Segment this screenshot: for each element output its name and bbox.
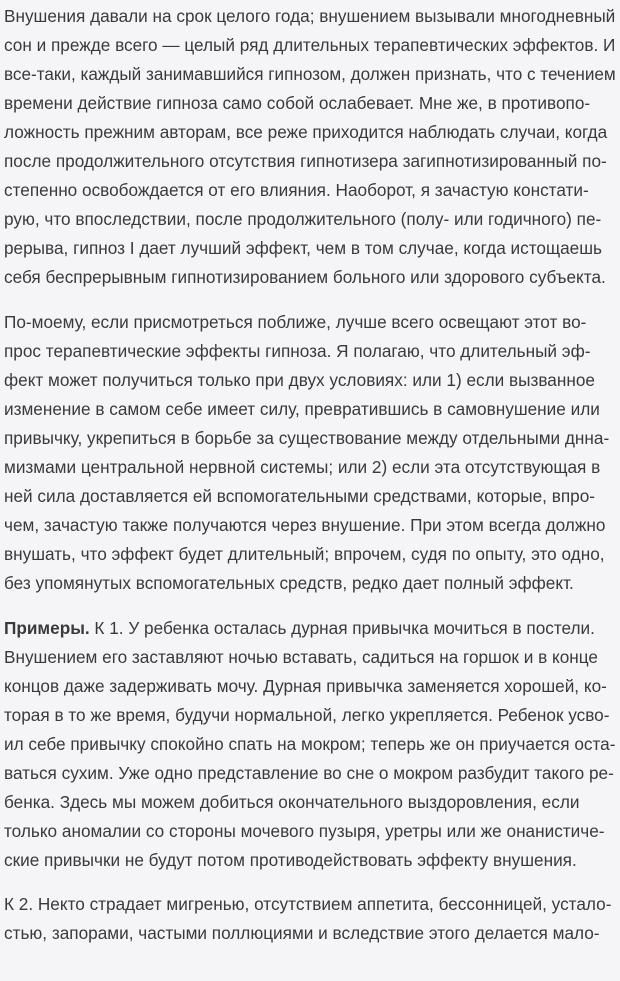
text-line: ваться сухим. Уже одно представление во сне о мокром разбудит такого ре- <box>4 763 614 783</box>
text-line: фект может получиться только при двух условиях: или 1) если вызванное <box>4 370 595 390</box>
text-line: стью, запорами, частыми поллюциями и вследствие этого делается мало- <box>4 923 600 943</box>
document-page <box>4 0 620 948</box>
text-line: без упомянутых вспомогательных средств, редко дает полный эффект. <box>4 573 574 593</box>
text-line: рую, что впоследствии, после продолжительного (полу- или годичного) пе- <box>4 209 602 229</box>
text-line: чем, зачастую также получаются через внушение. При этом всегда должно <box>4 515 606 535</box>
text-line: себя беспрерывным гипнотизированием больного или здорового субъекта. <box>4 267 606 287</box>
text-line: рерыва, гипноз I дает лучший эффект, чем в том случае, когда истощаешь <box>4 238 602 258</box>
text-line: ней сила доставляется ей вспомогательными средствами, которые, впро- <box>4 486 596 506</box>
paragraph-2 <box>4 308 620 598</box>
text-line: изменение в самом себе имеет силу, превратившись в самовнушение или <box>4 399 600 419</box>
text-line: мизмами центральной нервной системы; или 2) если эта отсутствующая в <box>4 457 601 477</box>
text-line: сон и прежде всего — целый ряд длительных терапевтических эффектов. И <box>4 35 616 55</box>
text-line: бенка. Здесь мы можем добиться окончательного выздоровления, если <box>4 792 580 812</box>
paragraph-3 <box>4 614 620 875</box>
text-line: ил себе привычку спокойно спать на мокром; теперь же он приучается оста- <box>4 734 616 754</box>
text-line: По-моему, если присмотреться поближе, лучше всего освещают этот во- <box>4 312 587 332</box>
text-line: внушать, что эффект будет длительный; впрочем, судя по опыту, это одно, <box>4 544 605 564</box>
text-line: торая в то же время, будучи нормальной, легко укрепляется. Ребенок усво- <box>4 705 610 725</box>
examples-lead: Примеры. <box>4 618 90 638</box>
paragraph-1 <box>4 0 620 292</box>
paragraph-spacer <box>4 598 620 614</box>
text-line: Внушения давали на срок целого года; внушением вызывали многодневный <box>4 6 616 26</box>
paragraph-4 <box>4 890 620 948</box>
text-line: ские привычки не будут потом противодействовать эффекту внушения. <box>4 850 577 870</box>
text-line: К 2. Некто страдает мигренью, отсутствием аппетита, бессонницей, устало- <box>4 894 612 914</box>
paragraph-spacer <box>4 292 620 308</box>
text-run: К 1. У ребенка осталась дурная привычка мочиться в постели. <box>89 618 595 638</box>
text-line: концов даже задерживать мочу. Дурная привычка заменяется хорошей, ко- <box>4 676 607 696</box>
text-line: все-таки, каждый занимавшийся гипнозом, должен признать, что с течением <box>4 64 616 84</box>
text-line: степенно освобождается от его влияния. Наоборот, я зачастую констати- <box>4 180 589 200</box>
text-line: привычку, укрепиться в борьбе за существование между отдельными днна- <box>4 428 610 448</box>
text-line: Внушением его заставляют ночью вставать, садиться на горшок и в конце <box>4 647 598 667</box>
paragraph-spacer <box>4 875 620 890</box>
text-line: только аномалии со стороны мочевого пузыря, уретры или же онанистиче- <box>4 821 605 841</box>
text-line: прос терапевтические эффекты гипноза. Я полагаю, что длительный эф- <box>4 341 591 361</box>
text-line <box>4 614 620 643</box>
text-line: после продолжительного отсутствия гипнотизера загипнотизированный по- <box>4 151 607 171</box>
text-line: ложность прежним авторам, все реже приходится наблюдать случаи, когда <box>4 122 608 142</box>
text-line: времени действие гипноза само собой ослабевает. Мне же, в противопо- <box>4 93 591 113</box>
